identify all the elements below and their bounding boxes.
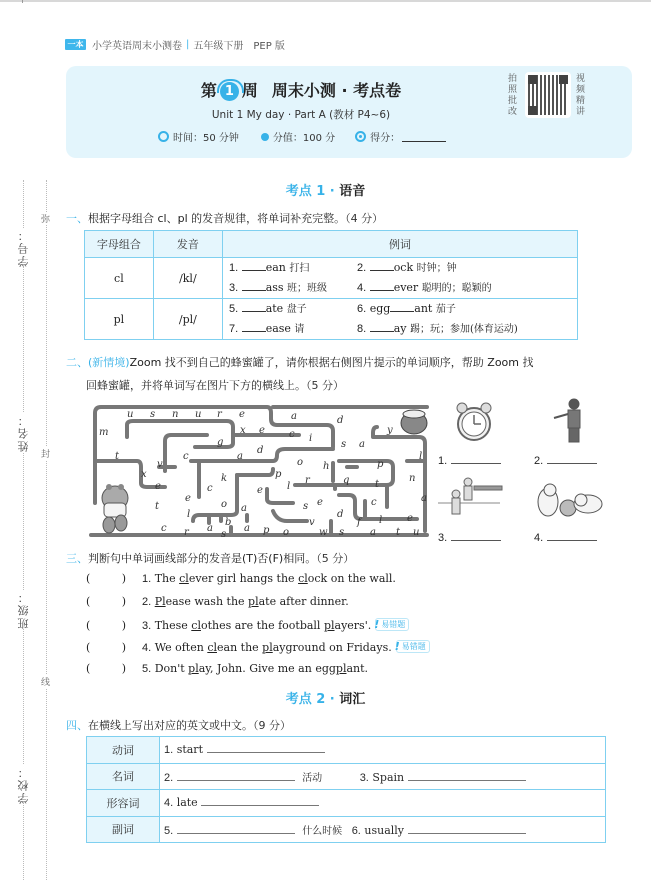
new-context-tag: (新情境) [88,356,130,369]
qr-right-label: 视频精讲 [576,74,586,117]
table-row [85,299,578,340]
sentence-text: We often [154,641,208,654]
question-score: （5 分） [316,552,355,565]
sentence-text: ock on the wall. [307,572,396,585]
item-number: 2. [164,771,174,784]
section-name: 语音 [339,184,366,199]
edition-label: PEP 版 [253,41,285,52]
example-item [357,319,577,339]
question-score: （5 分） [306,379,344,392]
chinese-meaning: 盘子 [286,304,307,315]
table-row [85,258,578,299]
underlined-letters: Pl [154,595,166,608]
score-label: 得分： [370,133,401,144]
series-header [65,37,285,52]
example-item [229,258,357,278]
item-number: 5. [164,824,174,837]
name-label: 姓名： [17,413,30,452]
qr-code[interactable] [525,72,571,118]
question-text-line1: Zoom 找不到自己的蜂蜜罐了，请你根据右侧图片提示的单词顺序，帮助 Zoom 找 [129,356,534,369]
answer-parentheses[interactable]: ( ) [86,641,127,654]
sentence-text: ever girl hangs the [188,572,299,585]
header-examples: 例词 [223,231,578,258]
target-icon [355,131,366,142]
category-cell: 形容词 [87,790,160,817]
answer-cell [160,737,606,764]
underlined-letters: cl [298,572,308,585]
underlined-letters: pl [248,595,259,608]
picture-3-answer [438,531,501,544]
word-suffix: ass [265,281,284,294]
picture-4-answer [534,531,597,544]
score-blank[interactable] [402,132,446,142]
table-row [87,790,606,817]
chinese-meaning: 时钟；钟 [416,263,457,274]
school-label: 学校： [17,765,30,804]
title-prefix: 第 [200,81,217,100]
brand-logo: 一本 [65,39,86,50]
kittens-icon [538,484,602,516]
item-number: 5. [229,303,239,315]
underlined-letters: cl [179,572,189,585]
example-item [229,319,357,339]
chinese-meaning: 聪明的；聪颖的 [421,283,492,294]
vocabulary-table [86,736,606,843]
answer-line[interactable] [201,796,319,806]
word-suffix: ate [265,302,284,315]
sentence-text: The [154,572,180,585]
answer-blank[interactable] [242,302,266,312]
chinese-meaning: 活动 [302,772,323,784]
word-suffix: ever [393,281,419,294]
title-week: 周 [241,81,258,100]
exclamation-icon: ! [394,640,400,653]
chinese-meaning: 打扫 [289,263,310,274]
chinese-meaning: 踢；玩；参加(体育运动) [409,324,518,335]
example-item [357,299,485,319]
picture-number: 2. [534,455,544,467]
word-suffix: ease [265,322,291,335]
word-suffix: ean [265,261,286,274]
grade-label: 五年级下册 [193,41,244,52]
example-item [357,278,492,298]
item-number: 6. [357,303,367,315]
question-2-title-cont [86,377,344,393]
answer-blank[interactable] [370,322,394,332]
letter-combo-cell: pl [85,299,154,340]
sound-cell: /pl/ [153,299,222,340]
question-text: 根据字母组合 cl、pl 的发音规律，将单词补充完整。 [88,212,346,225]
tag-label: 易错题 [401,642,426,651]
exam-meta [158,129,466,144]
answer-line[interactable] [408,771,526,781]
score-value-label: 分值：100 分 [272,133,336,144]
item-number: 2. [142,596,152,608]
answer-blank[interactable] [370,281,394,291]
alarm-clock-icon [457,403,491,440]
item-number: 4. [164,797,174,810]
question-4-title [66,717,291,733]
hint-pictures [438,398,613,548]
underlined-letters: pl [335,662,347,675]
question-score: （9 分） [253,719,291,732]
item-number: 8. [357,323,367,335]
answer-cell [160,790,606,817]
error-prone-tag [375,618,409,631]
series-name: 小学英语周末小测卷 [92,41,182,52]
underlined-letters: pl [188,662,199,675]
word-suffix: ant [414,302,433,315]
word-prefix: egg [369,302,391,315]
tag-label: 易错题 [381,620,406,629]
answer-parentheses[interactable]: ( ) [86,619,127,632]
student-id-label: 学号： [17,228,30,267]
examples-cell [223,299,578,340]
item-number: 3. [359,771,369,784]
exclamation-icon: ! [374,618,380,631]
example-item [229,299,357,319]
letter-maze[interactable] [87,403,432,540]
item-number: 4. [142,642,152,654]
answer-cell [160,763,606,790]
question-number: 二、 [66,356,88,369]
category-cell: 副词 [87,816,160,843]
time-info [158,129,239,144]
sentence-text: othes are the football [200,619,324,632]
maze-letters: u s n u r e a d m x e c i y g t c a d s a l v o h p x k p l r q t n e c e e a t o a s e c l d l e f c r a b a s p o v w s a t u [99,409,427,540]
answer-line[interactable] [177,771,295,781]
letter-combo-cell: cl [85,258,154,299]
item-number: 5. [142,663,152,675]
true-false-item [86,662,368,675]
sentence-text: ate after dinner. [258,595,349,608]
chinese-meaning: 班；班级 [287,283,328,294]
true-false-item [86,572,396,585]
crop-mark [22,0,23,3]
picture-1-answer [438,454,501,467]
question-text-line2: 回蜂蜜罐，并将单词写在图片下方的横线上。 [86,379,306,392]
section-number: 考点 1 · [285,184,335,199]
example-item [229,278,357,298]
item-number: 1. [229,262,239,274]
children-icon [438,478,502,514]
question-number: 四、 [66,719,88,732]
page-top-border [0,0,651,2]
man-icon [554,399,580,442]
item-number: 6. [351,824,361,837]
table-row [87,763,606,790]
underlined-letters: pl [323,619,335,632]
question-1-title [66,210,383,226]
question-score: （4 分） [345,212,384,225]
section-number: 考点 2 · [285,692,335,707]
picture-hints [438,398,613,548]
item-number: 1. [142,573,152,585]
seal-char-mi: 弥 [41,212,50,225]
answer-line[interactable] [547,531,597,541]
examples-cell [223,258,578,299]
sound-cell: /kl/ [153,258,222,299]
title-main: 周末小测 · 考点卷 [271,81,402,100]
given-word: usually [364,823,404,837]
answer-cell [160,816,606,843]
answer-parentheses[interactable]: ( ) [86,662,127,675]
sentence-text: These [154,619,192,632]
item-number: 1. [164,744,174,757]
qr-code-icon [528,75,568,115]
answer-line[interactable] [207,743,325,753]
person-icon [261,133,269,141]
score-info [355,129,446,144]
section-name: 词汇 [339,692,366,707]
sentence-text: ease wash the [165,595,249,608]
section-heading-phonics [0,180,651,199]
header-separator: | [186,39,190,50]
item-number: 7. [229,323,239,335]
sentence-text: ean the [217,641,263,654]
sentence-text: ant. [346,662,369,675]
category-cell: 动词 [87,737,160,764]
section-heading-vocabulary [0,688,651,707]
chinese-meaning: 什么时候 [302,825,343,837]
alarm-clock-icon [158,131,169,142]
score-value-info [259,129,335,144]
title-banner [66,66,632,158]
chinese-meaning: 请 [294,324,305,335]
answer-blank[interactable] [390,302,414,312]
phonics-table [84,230,578,340]
answer-line[interactable] [177,824,295,834]
answer-blank[interactable] [242,322,266,332]
table-row [87,816,606,843]
item-number: 3. [229,282,239,294]
class-label: 班级： [17,590,30,629]
sentence-text: ay, John. Give me an egg [198,662,336,675]
page-title [66,78,536,101]
header-sound: 发音 [153,231,222,258]
item-number: 2. [357,262,367,274]
answer-parentheses[interactable]: ( ) [86,595,127,608]
question-2-title [66,354,534,370]
picture-number: 3. [438,532,448,544]
question-number: 三、 [66,552,88,565]
answer-line[interactable] [408,824,526,834]
question-text: 在横线上写出对应的英文或中文。 [88,719,253,732]
picture-number: 1. [438,455,448,467]
qr-left-label: 拍照批改 [508,74,518,117]
answer-line[interactable] [547,454,597,464]
word-suffix: ock [393,261,414,274]
question-3-title [66,550,354,566]
sentence-text: ayers'. [334,619,372,632]
week-number-badge: 1 [220,82,239,101]
error-prone-tag [396,640,430,653]
example-item [357,258,485,278]
unit-subtitle: Unit 1 My day · Part A (教材 P4~6) [211,109,391,121]
answer-line[interactable] [451,454,501,464]
seal-char-xian: 线 [41,675,50,688]
underlined-letters: cl [191,619,201,632]
true-false-item [86,618,409,632]
table-row [87,737,606,764]
underlined-letters: pl [262,641,273,654]
given-word: late [176,796,198,810]
chinese-meaning: 茄子 [435,304,456,315]
answer-blank[interactable] [242,261,266,271]
category-cell: 名词 [87,763,160,790]
picture-number: 4. [534,532,544,544]
sentence-text: ayground on Fridays. [272,641,392,654]
table-header-row [85,231,578,258]
answer-blank[interactable] [370,261,394,271]
answer-blank[interactable] [242,281,266,291]
question-text: 判断句中单词画线部分的发音是(T)否(F)相同。 [88,552,317,565]
underlined-letters: cl [207,641,217,654]
answer-parentheses[interactable]: ( ) [86,572,127,585]
given-word: start [176,743,203,757]
picture-2-answer [534,454,597,467]
true-false-item [86,595,349,608]
item-number: 3. [142,620,152,632]
given-word: Spain [372,770,405,784]
true-false-item [86,640,430,654]
seal-char-feng: 封 [41,447,50,460]
sentence-text: Don't [154,662,189,675]
time-label: 时间：50 分钟 [173,133,239,144]
answer-line[interactable] [451,531,501,541]
word-suffix: ay [393,322,407,335]
question-number: 一、 [66,212,88,225]
item-number: 4. [357,282,367,294]
header-letter-combo: 字母组合 [85,231,154,258]
margin-dotted-line-inner [46,180,47,880]
